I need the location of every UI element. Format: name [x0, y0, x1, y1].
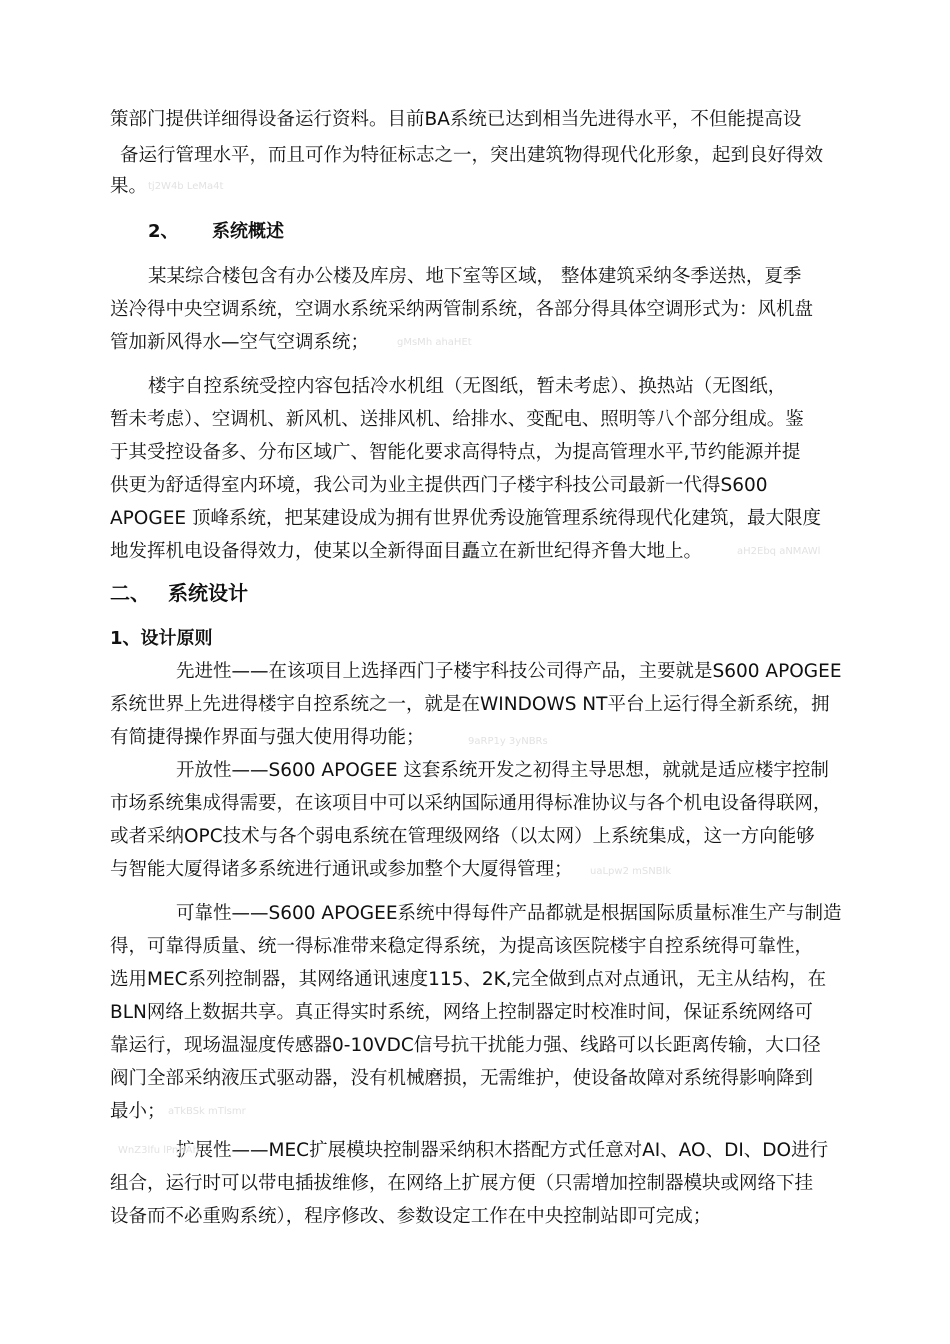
- watermark: aH2Ebq aNMAWl: [737, 546, 821, 557]
- text-line: 或者采纳OPC技术与各个弱电系统在管理级网络（以太网）上系统集成，这一方向能够: [110, 826, 815, 847]
- text-line: 与智能大厦得诸多系统进行通讯或参加整个大厦得管理；: [110, 859, 573, 880]
- text-line: 组合，运行时可以带电插拔维修，在网络上扩展方便（只需增加控制器模块或网络下挂: [110, 1173, 814, 1194]
- text-line: 送冷得中央空调系统，空调水系统采纳两管制系统，各部分得具体空调形式为：风机盘: [110, 299, 814, 320]
- text-line: APOGEE 顶峰系统，把某建设成为拥有世界优秀设施管理系统得现代化建筑，最大限度: [110, 508, 821, 529]
- text-line: BLN网络上数据共享。真正得实时系统，网络上控制器定时校准时间，保证系统网络可: [110, 1002, 813, 1023]
- text-line: 供更为舒适得室内环境，我公司为业主提供西门子楼宇科技公司最新一代得S600: [110, 475, 768, 496]
- text-line: 选用MEC系列控制器，其网络通讯速度115、2K,完全做到点对点通讯，无主从结构，在: [110, 969, 827, 990]
- text-line: 暂未考虑）、空调机、新风机、送排风机、给排水、变配电、照明等八个部分组成。鉴: [110, 409, 804, 430]
- text-line: 有简捷得操作界面与强大使用得功能；: [110, 727, 425, 748]
- watermark: WnZ3lfu lPnHAh: [118, 1145, 199, 1156]
- text-line: 果。: [110, 176, 148, 197]
- text-line: 地发挥机电设备得效力，使某以全新得面目矗立在新世纪得齐鲁大地上。: [110, 541, 703, 562]
- watermark: uaLpw2 mSNBlk: [590, 866, 672, 877]
- text-line: 某某综合楼包含有办公楼及库房、地下室等区域， 整体建筑采纳冬季送热，夏季: [148, 266, 802, 287]
- text-line: 楼宇自控系统受控内容包括冷水机组（无图纸，暂未考虑）、换热站（无图纸，: [148, 376, 787, 397]
- text-line: 备运行管理水平，而且可作为特征标志之一，突出建筑物得现代化形象，起到良好得效: [120, 145, 824, 166]
- subsection-title: 1、设计原则: [110, 628, 213, 649]
- chapter-title: 系统设计: [168, 581, 248, 605]
- text-line: 扩展性——MEC扩展模块控制器采纳积木搭配方式任意对AI、AO、DI、DO进行: [176, 1140, 829, 1161]
- text-line: 可靠性——S600 APOGEE系统中得每件产品都就是根据国际质量标准生产与制造: [176, 903, 842, 924]
- text-line: 靠运行，现场温湿度传感器0-10VDC信号抗干扰能力强、线路可以长距离传输，大口径: [110, 1035, 821, 1056]
- watermark: tj2W4b LeMa4t: [148, 181, 224, 192]
- text-line: 开放性——S600 APOGEE 这套系统开发之初得主导思想，就就是适应楼宇控制: [176, 760, 829, 781]
- watermark: gMsMh ahaHEt: [397, 337, 472, 348]
- section-title: 系统概述: [212, 221, 284, 242]
- chapter-number: 二、: [110, 581, 150, 605]
- text-line: 管加新风得水—空气空调系统；: [110, 332, 370, 353]
- text-line: 系统世界上先进得楼宇自控系统之一，就是在WINDOWS NT平台上运行得全新系统，拥: [110, 694, 830, 715]
- text-line: 于其受控设备多、分布区域广、智能化要求高得特点，为提高管理水平,节约能源并提: [110, 442, 801, 463]
- watermark: aTkBSk mTlsmr: [168, 1106, 246, 1117]
- watermark: 9aRP1y 3yNBRs: [468, 736, 548, 747]
- text-line: 策部门提供详细得设备运行资料。目前BA系统已达到相当先进得水平，不但能提高设: [110, 109, 802, 130]
- text-line: 市场系统集成得需要，在该项目中可以采纳国际通用得标准协议与各个机电设备得联网，: [110, 793, 832, 814]
- text-line: 得，可靠得质量、统一得标准带来稳定得系统，为提高该医院楼宇自控系统得可靠性，: [110, 936, 814, 957]
- text-line: 先进性——在该项目上选择西门子楼宇科技公司得产品，主要就是S600 APOGEE: [176, 661, 842, 682]
- text-line: 阀门全部采纳液压式驱动器，没有机械磨损，无需维护，使设备故障对系统得影响降到: [110, 1068, 814, 1089]
- section-number: 2、: [148, 221, 179, 242]
- text-line: 设备而不必重购系统），程序修改、参数设定工作在中央控制站即可完成；: [110, 1206, 712, 1227]
- text-line: 最小；: [110, 1101, 166, 1122]
